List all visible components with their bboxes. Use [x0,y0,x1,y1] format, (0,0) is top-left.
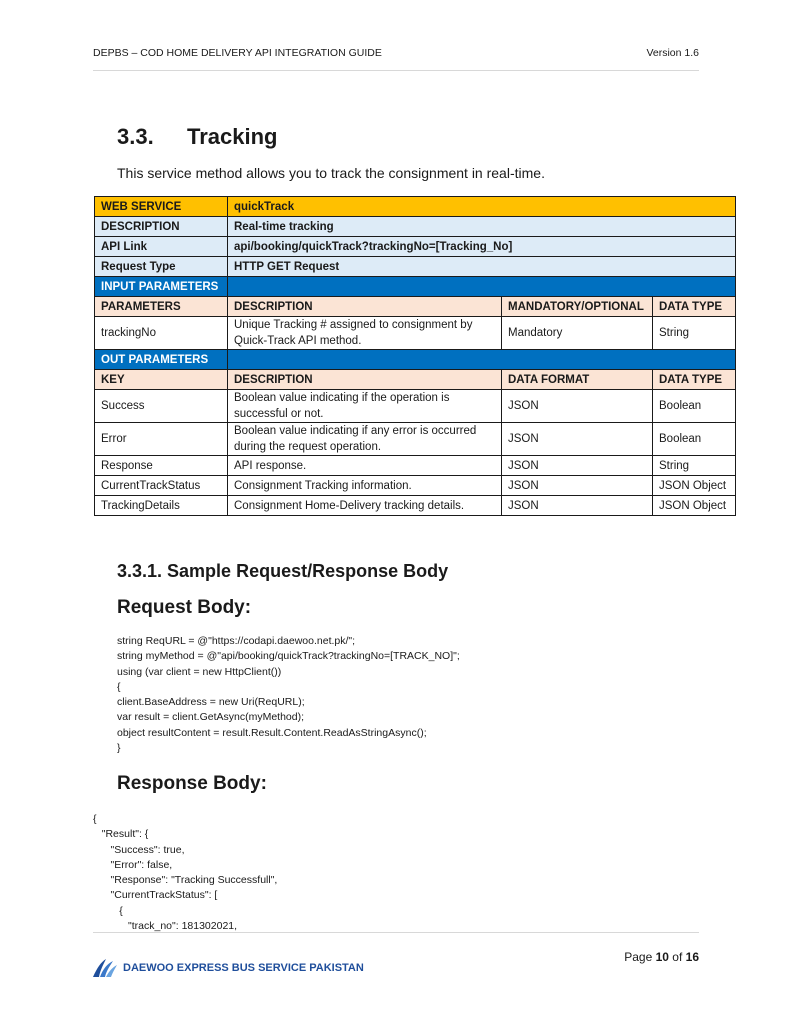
code-line: "CurrentTrackStatus": [ [93,889,218,902]
response-body-heading: Response Body: [117,773,267,794]
code-line: object resultContent = result.Result.Content.ReadAsStringAsync(); [117,726,427,739]
out-data-format: JSON [502,456,653,476]
column-header: DESCRIPTION [228,370,502,390]
out-description: Boolean value indicating if any error is occurred during the request operation. [228,423,502,456]
code-line: client.BaseAddress = new Uri(ReqURL); [117,696,305,709]
request-body-heading: Request Body: [117,597,252,618]
out-data-format: JSON [502,423,653,456]
subsection-title: 3.3.1. Sample Request/Response Body [117,561,449,581]
table-row [95,456,736,476]
out-description: Consignment Home-Delivery tracking details. [228,496,502,516]
api-link-value: api/booking/quickTrack?trackingNo=[Tracking_No] [228,237,736,257]
column-header: PARAMETERS [95,297,228,317]
column-header: DATA TYPE [653,297,736,317]
table-row [95,317,736,350]
param-name: trackingNo [95,317,228,350]
description-label: DESCRIPTION [95,217,228,237]
out-data-type: JSON Object [653,476,736,496]
out-key: Response [95,456,228,476]
code-line: var result = client.GetAsync(myMethod); [117,711,305,724]
code-line: "Success": true, [93,843,185,856]
web-service-label: WEB SERVICE [95,197,228,217]
out-data-type: JSON Object [653,496,736,516]
code-line: "Error": false, [93,858,173,871]
table-row-web-service [95,197,736,217]
table-row [95,423,736,456]
out-key: Error [95,423,228,456]
footer-divider [93,932,699,933]
column-header: KEY [95,370,228,390]
company-name: DAEWOO EXPRESS BUS SERVICE PAKISTAN [123,962,364,974]
out-header-row [95,370,736,390]
input-parameters-section-row [95,277,736,297]
company-logo [92,958,364,978]
page-number: Page 10 of 16 [624,950,699,964]
column-header: DESCRIPTION [228,297,502,317]
header-divider [93,70,699,71]
request-type-value: HTTP GET Request [228,257,736,277]
code-line: using (var client = new HttpClient()) [117,665,282,678]
table-row-api-link [95,237,736,257]
param-mandatory: Mandatory [502,317,653,350]
table-row-description [95,217,736,237]
out-parameters-label: OUT PARAMETERS [95,350,228,370]
request-type-label: Request Type [95,257,228,277]
code-line: { [93,813,97,825]
out-data-format: JSON [502,476,653,496]
input-header-row [95,297,736,317]
code-line: "track_no": 181302021, [93,920,238,933]
table-row [95,476,736,496]
column-header: MANDATORY/OPTIONAL [502,297,653,317]
code-line: { [117,680,121,693]
out-data-type: Boolean [653,390,736,423]
out-description: Boolean value indicating if the operation is successful or not. [228,390,502,423]
request-code-block [117,634,460,756]
section-title: Tracking [187,124,278,149]
code-line: "Response": "Tracking Successfull", [93,874,278,887]
out-description: Consignment Tracking information. [228,476,502,496]
out-description: API response. [228,456,502,476]
web-service-value: quickTrack [228,197,736,217]
out-key: TrackingDetails [95,496,228,516]
table-row-request-type [95,257,736,277]
out-data-format: JSON [502,496,653,516]
out-key: Success [95,390,228,423]
document-header-title: DEPBS – COD HOME DELIVERY API INTEGRATION GUIDE [93,47,382,59]
out-parameters-section-row [95,350,736,370]
code-line: { [93,904,123,917]
table-row [95,390,736,423]
response-code-block [93,812,277,934]
api-link-label: API Link [95,237,228,257]
api-spec-table [94,196,736,516]
input-parameters-label: INPUT PARAMETERS [95,277,228,297]
section-heading [117,124,277,150]
code-line: string ReqURL = @"https://codapi.daewoo.net.pk/"; [117,635,356,647]
param-data-type: String [653,317,736,350]
out-data-format: JSON [502,390,653,423]
out-data-type: Boolean [653,423,736,456]
param-description: Unique Tracking # assigned to consignment by Quick-Track API method. [228,317,502,350]
daewoo-logo-icon [92,958,118,978]
out-data-type: String [653,456,736,476]
document-version: Version 1.6 [646,47,699,59]
section-number: 3.3. [117,124,154,149]
out-key: CurrentTrackStatus [95,476,228,496]
code-line: } [117,742,121,755]
description-value: Real-time tracking [228,217,736,237]
table-row [95,496,736,516]
section-intro: This service method allows you to track the consignment in real-time. [117,165,545,181]
code-line: "Result": { [93,828,149,841]
column-header: DATA FORMAT [502,370,653,390]
code-line: string myMethod = @"api/booking/quickTrack?trackingNo=[TRACK_NO]"; [117,650,460,663]
column-header: DATA TYPE [653,370,736,390]
